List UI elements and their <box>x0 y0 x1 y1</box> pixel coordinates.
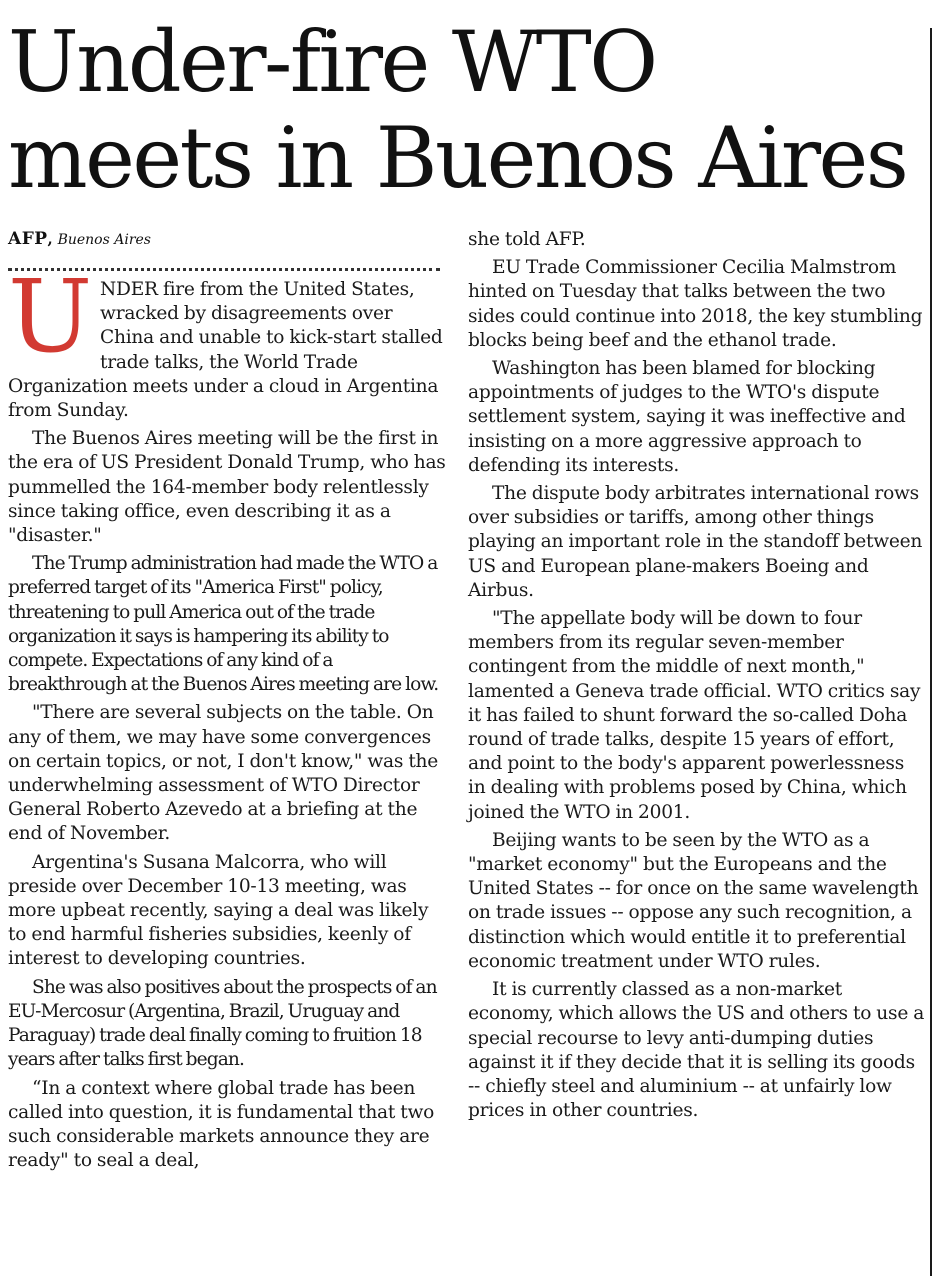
paragraph: The Trump administration had made the WTO a preferred target of its "America First" policy, threatening to pull America out of the trade organization it says is hampering its ability to compete. Expectations of any kind of a breakthrough at the Buenos Aires meeting are low. <box>8 553 439 696</box>
byline-agency: AFP <box>8 229 48 249</box>
column-rule <box>930 28 932 1276</box>
paragraph: “In a context where global trade has been called into question, it is fundamental that two such considerable markets announce they are ready" to seal a deal, <box>8 1077 435 1172</box>
article-column-left <box>8 258 446 1177</box>
paragraph: Washington has been blamed for blocking appointments of judges to the WTO's dispute settlement system, saying it was ineffective and insisting on a more aggressive approach to defending its interests. <box>468 358 906 476</box>
byline-dateline: Buenos Aires <box>57 232 151 248</box>
paragraph: It is currently classed as a non-market economy, which allows the US and others to use a special recourse to levy anti-dumping duties against it if they decide that it is selling its goods -- chiefly steel and aluminium -- at unfairly low prices in other countries. <box>468 979 925 1122</box>
lead-paragraph <box>8 258 446 423</box>
headline: Under-fire WTO meets in Buenos Aires <box>8 13 907 207</box>
paragraph: EU Trade Commissioner Cecilia Malmstrom hinted on Tuesday that talks between the two sides could continue into 2018, the key stumbling blocks being beef and the ethanol trade. <box>468 257 923 351</box>
drop-cap: U <box>8 258 93 375</box>
paragraph: "There are several subjects on the table. On any of them, we may have some convergences on certain topics, or not, I don't know," was the underwhelming assessment of WTO Director General Roberto Azevedo at a briefing at the end of November. <box>8 702 439 845</box>
paragraph: "The appellate body will be down to four members from its regular seven-member contingent from the middle of next month," lamented a Geneva trade official. WTO critics say it has failed to shunt forward the so-called Doha round of trade talks, despite 15 years of effort, and point to the body's apparent powerlessness in dealing with problems posed by China, which joined the WTO in 2001. <box>468 608 921 823</box>
continued-paragraph: she told AFP. <box>468 229 586 250</box>
article-column-right <box>468 228 926 1127</box>
byline-separator: , <box>47 230 53 248</box>
paragraph: The Buenos Aires meeting will be the first in the era of US President Donald Trump, who has pummelled the 164-member body relentlessly since taking office, even describing it as a "disaster." <box>8 428 446 547</box>
paragraph: She was also positives about the prospects of an EU-Mercosur (Argentina, Brazil, Uruguay and Paraguay) trade deal finally coming to fruition 18 years after talks first began. <box>8 976 437 1071</box>
byline <box>8 229 151 250</box>
paragraph: Argentina's Susana Malcorra, who will preside over December 10-13 meeting, was more upbeat recently, saying a deal was likely to end harmful fisheries subsidies, keenly of interest to developing countries. <box>8 851 429 970</box>
paragraph: The dispute body arbitrates international rows over subsidies or tariffs, among other things playing an important role in the standoff between US and European plane-makers Boeing and Airbus. <box>468 483 923 601</box>
lead-paragraph-text: NDER fire from the United States, wracked by disagreements over China and unable to kick-start stalled trade talks, the World Trade Organization meets under a cloud in Argentina from Sunday. <box>8 279 443 422</box>
paragraph: Beijing wants to be seen by the WTO as a "market economy" but the Europeans and the United States -- for once on the same wavelength on trade issues -- oppose any such recognition, a distinction which would entitle it to preferential economic treatment under WTO rules. <box>468 829 919 972</box>
